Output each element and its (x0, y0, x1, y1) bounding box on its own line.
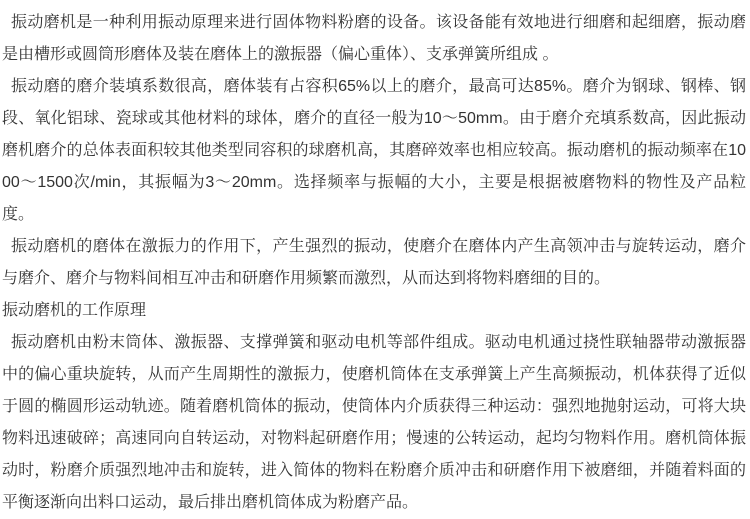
paragraph-intro: 振动磨机是一种利用振动原理来进行固体物料粉磨的设备。该设备能有效地进行细磨和起细磨，振动磨是由槽形或圆筒形磨体及装在磨体上的激振器（偏心重体）、支承弹簧所组成 。 (2, 14, 746, 63)
paragraph-working-principle: 振动磨机由粉末筒体、激振器、支撑弹簧和驱动电机等部件组成。驱动电机通过挠性联轴器带动激振器中的偏心重块旋转，从而产生周期性的激振力，使磨机筒体在支承弹簧上产生高频振动，机体获得了近似于圆的椭圆形运动轨迹。随着磨机筒体的振动，使筒体内介质获得三种运动：强烈地抛射运动，可将大块物料迅速破碎；高速同向自转运动，对物料起研磨作用；慢速的公转运动，起均匀物料作用。磨机筒体振动时，粉磨介质强烈地冲击和旋转，进入简体的物料在粉磨介质冲击和研磨作用下被磨细，并随着料面的平衡逐渐向出料口运动，最后排出磨机筒体成为粉磨产品。 (2, 334, 746, 511)
paragraph-vibration-effect: 振动磨机的磨体在激振力的作用下，产生强烈的振动，使磨介在磨体内产生高领冲击与旋转运动，磨介与磨介、磨介与物料间相互冲击和研磨作用频繁而激烈，从而达到将物料磨细的目的。 (2, 238, 746, 287)
paragraph-grinding-media: 振动磨的磨介装填系数很高，磨体装有占容积65%以上的磨介，最高可达85%。磨介为钢球、钢棒、钢段、氧化铝球、瓷球或其他材料的球体，磨介的直径一般为10～50mm。由于磨介充填系数高，因此振动磨机磨介的总体表面积较其他类型同容积的球磨机高，其磨碎效率也相应较高。振动磨机的振动频率在1000～1500次/min，其振幅为3～20mm。选择频率与振幅的大小，主要是根据被磨物料的物性及产品粒度。 (2, 78, 746, 223)
section-heading-working-principle: 振动磨机的工作原理 (2, 302, 147, 319)
